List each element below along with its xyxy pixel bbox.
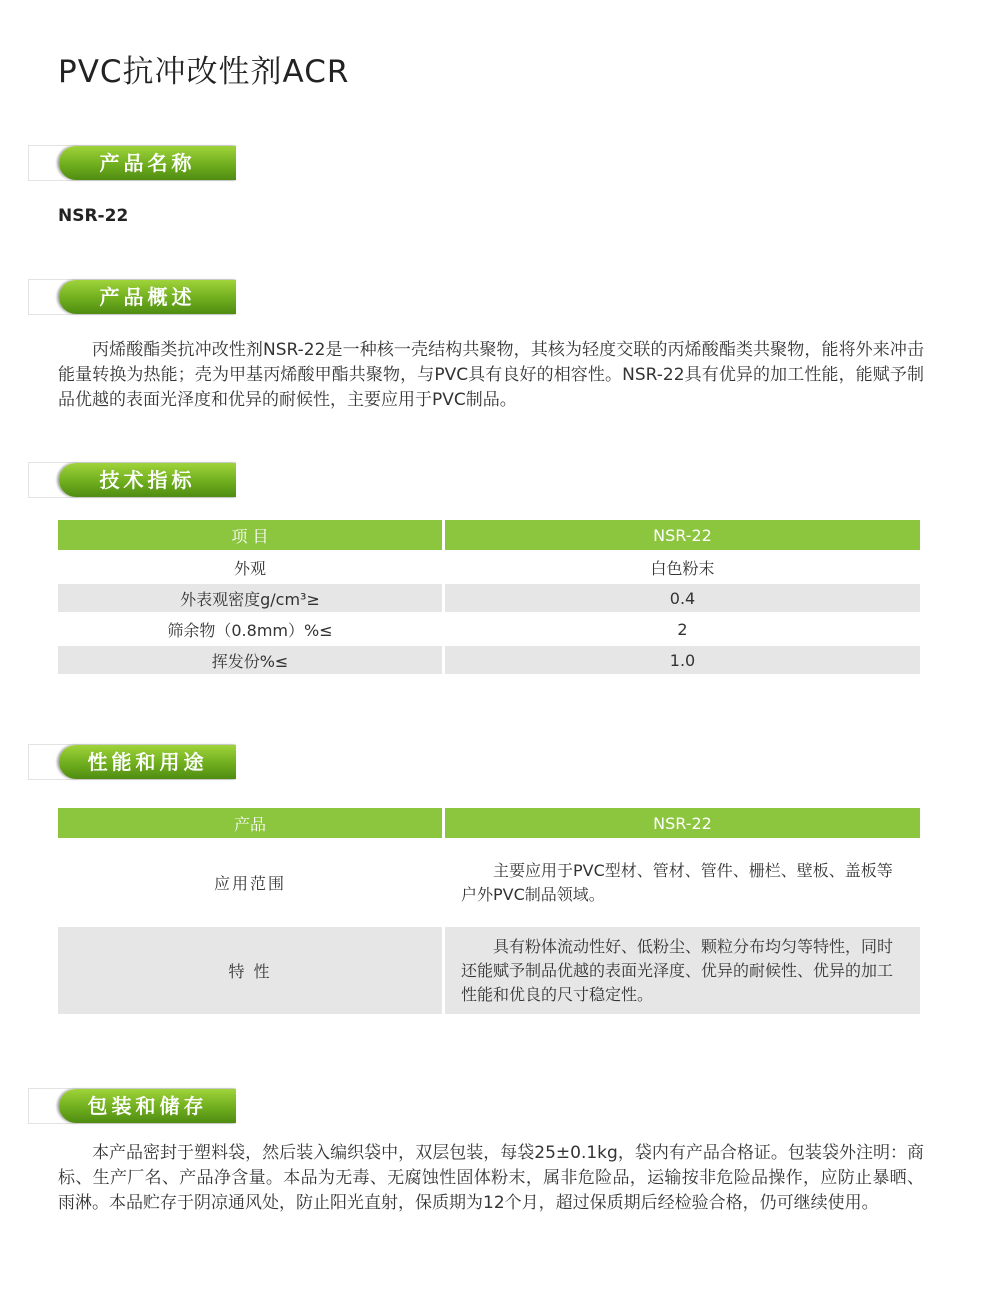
column-header-grade: NSR-22 — [445, 520, 920, 550]
page-title: PVC抗冲改性剂ACR — [58, 54, 350, 90]
usage-table — [58, 808, 920, 1014]
section-header-specs — [28, 462, 236, 498]
spec-item: 挥发份%≤ — [58, 643, 445, 674]
spec-value: 0.4 — [445, 581, 920, 612]
usage-text: 主要应用于PVC型材、管材、管件、栅栏、壁板、盖板等户外PVC制品领域。 — [445, 838, 920, 924]
overview-paragraph: 丙烯酸酯类抗冲改性剂NSR-22是一种核一壳结构共聚物，其核为轻度交联的丙烯酸酯类共聚物，能将外来冲击能量转换为热能；壳为甲基丙烯酸甲酯共聚物，与PVC具有良好的相容性。NSR-22具有优异的加工性能，能赋予制品优越的表面光泽度和优异的耐候性，主要应用于PVC制品。 — [58, 340, 924, 410]
section-heading: 性能和用途 — [59, 745, 236, 779]
spec-value: 1.0 — [445, 643, 920, 674]
table-row — [58, 550, 920, 581]
table-row — [58, 643, 920, 674]
section-header-usage — [28, 744, 236, 780]
usage-label: 应用范围 — [58, 838, 445, 924]
section-header-product-name — [28, 145, 236, 181]
usage-text: 具有粉体流动性好、低粉尘、颗粒分布均匀等特性，同时还能赋予制品优越的表面光泽度、优异的耐候性、优异的加工性能和优良的尺寸稳定性。 — [445, 924, 920, 1014]
spec-value: 2 — [445, 612, 920, 643]
table-row — [58, 838, 920, 924]
section-header-overview — [28, 279, 236, 315]
table-row — [58, 581, 920, 612]
column-header-product: 产品 — [58, 808, 445, 838]
section-heading: 产品概述 — [59, 280, 236, 314]
section-heading: 包装和储存 — [59, 1089, 236, 1123]
table-header-row — [58, 520, 920, 550]
specs-table — [58, 520, 920, 674]
table-row — [58, 612, 920, 643]
packaging-paragraph: 本产品密封于塑料袋，然后装入编织袋中，双层包装，每袋25±0.1kg，袋内有产品合格证。包装袋外注明：商标、生产厂名、产品净含量。本品为无毒、无腐蚀性固体粉末，属非危险品，运输按非危险品操作，应防止暴晒、雨淋。本品贮存于阴凉通风处，防止阳光直射，保质期为12个月，超过保质期后经检验合格，仍可继续使用。 — [58, 1143, 924, 1213]
section-heading: 产品名称 — [59, 146, 236, 180]
spec-value: 白色粉末 — [445, 550, 920, 581]
product-name-value: NSR-22 — [58, 206, 129, 226]
spec-item: 筛余物（0.8mm）%≤ — [58, 612, 445, 643]
column-header-item: 项 目 — [58, 520, 445, 550]
spec-item: 外表观密度g/cm³≥ — [58, 581, 445, 612]
section-heading: 技术指标 — [59, 463, 236, 497]
table-header-row — [58, 808, 920, 838]
table-row — [58, 924, 920, 1014]
usage-label: 特 性 — [58, 924, 445, 1014]
section-header-packaging — [28, 1088, 236, 1124]
spec-item: 外观 — [58, 550, 445, 581]
column-header-grade: NSR-22 — [445, 808, 920, 838]
